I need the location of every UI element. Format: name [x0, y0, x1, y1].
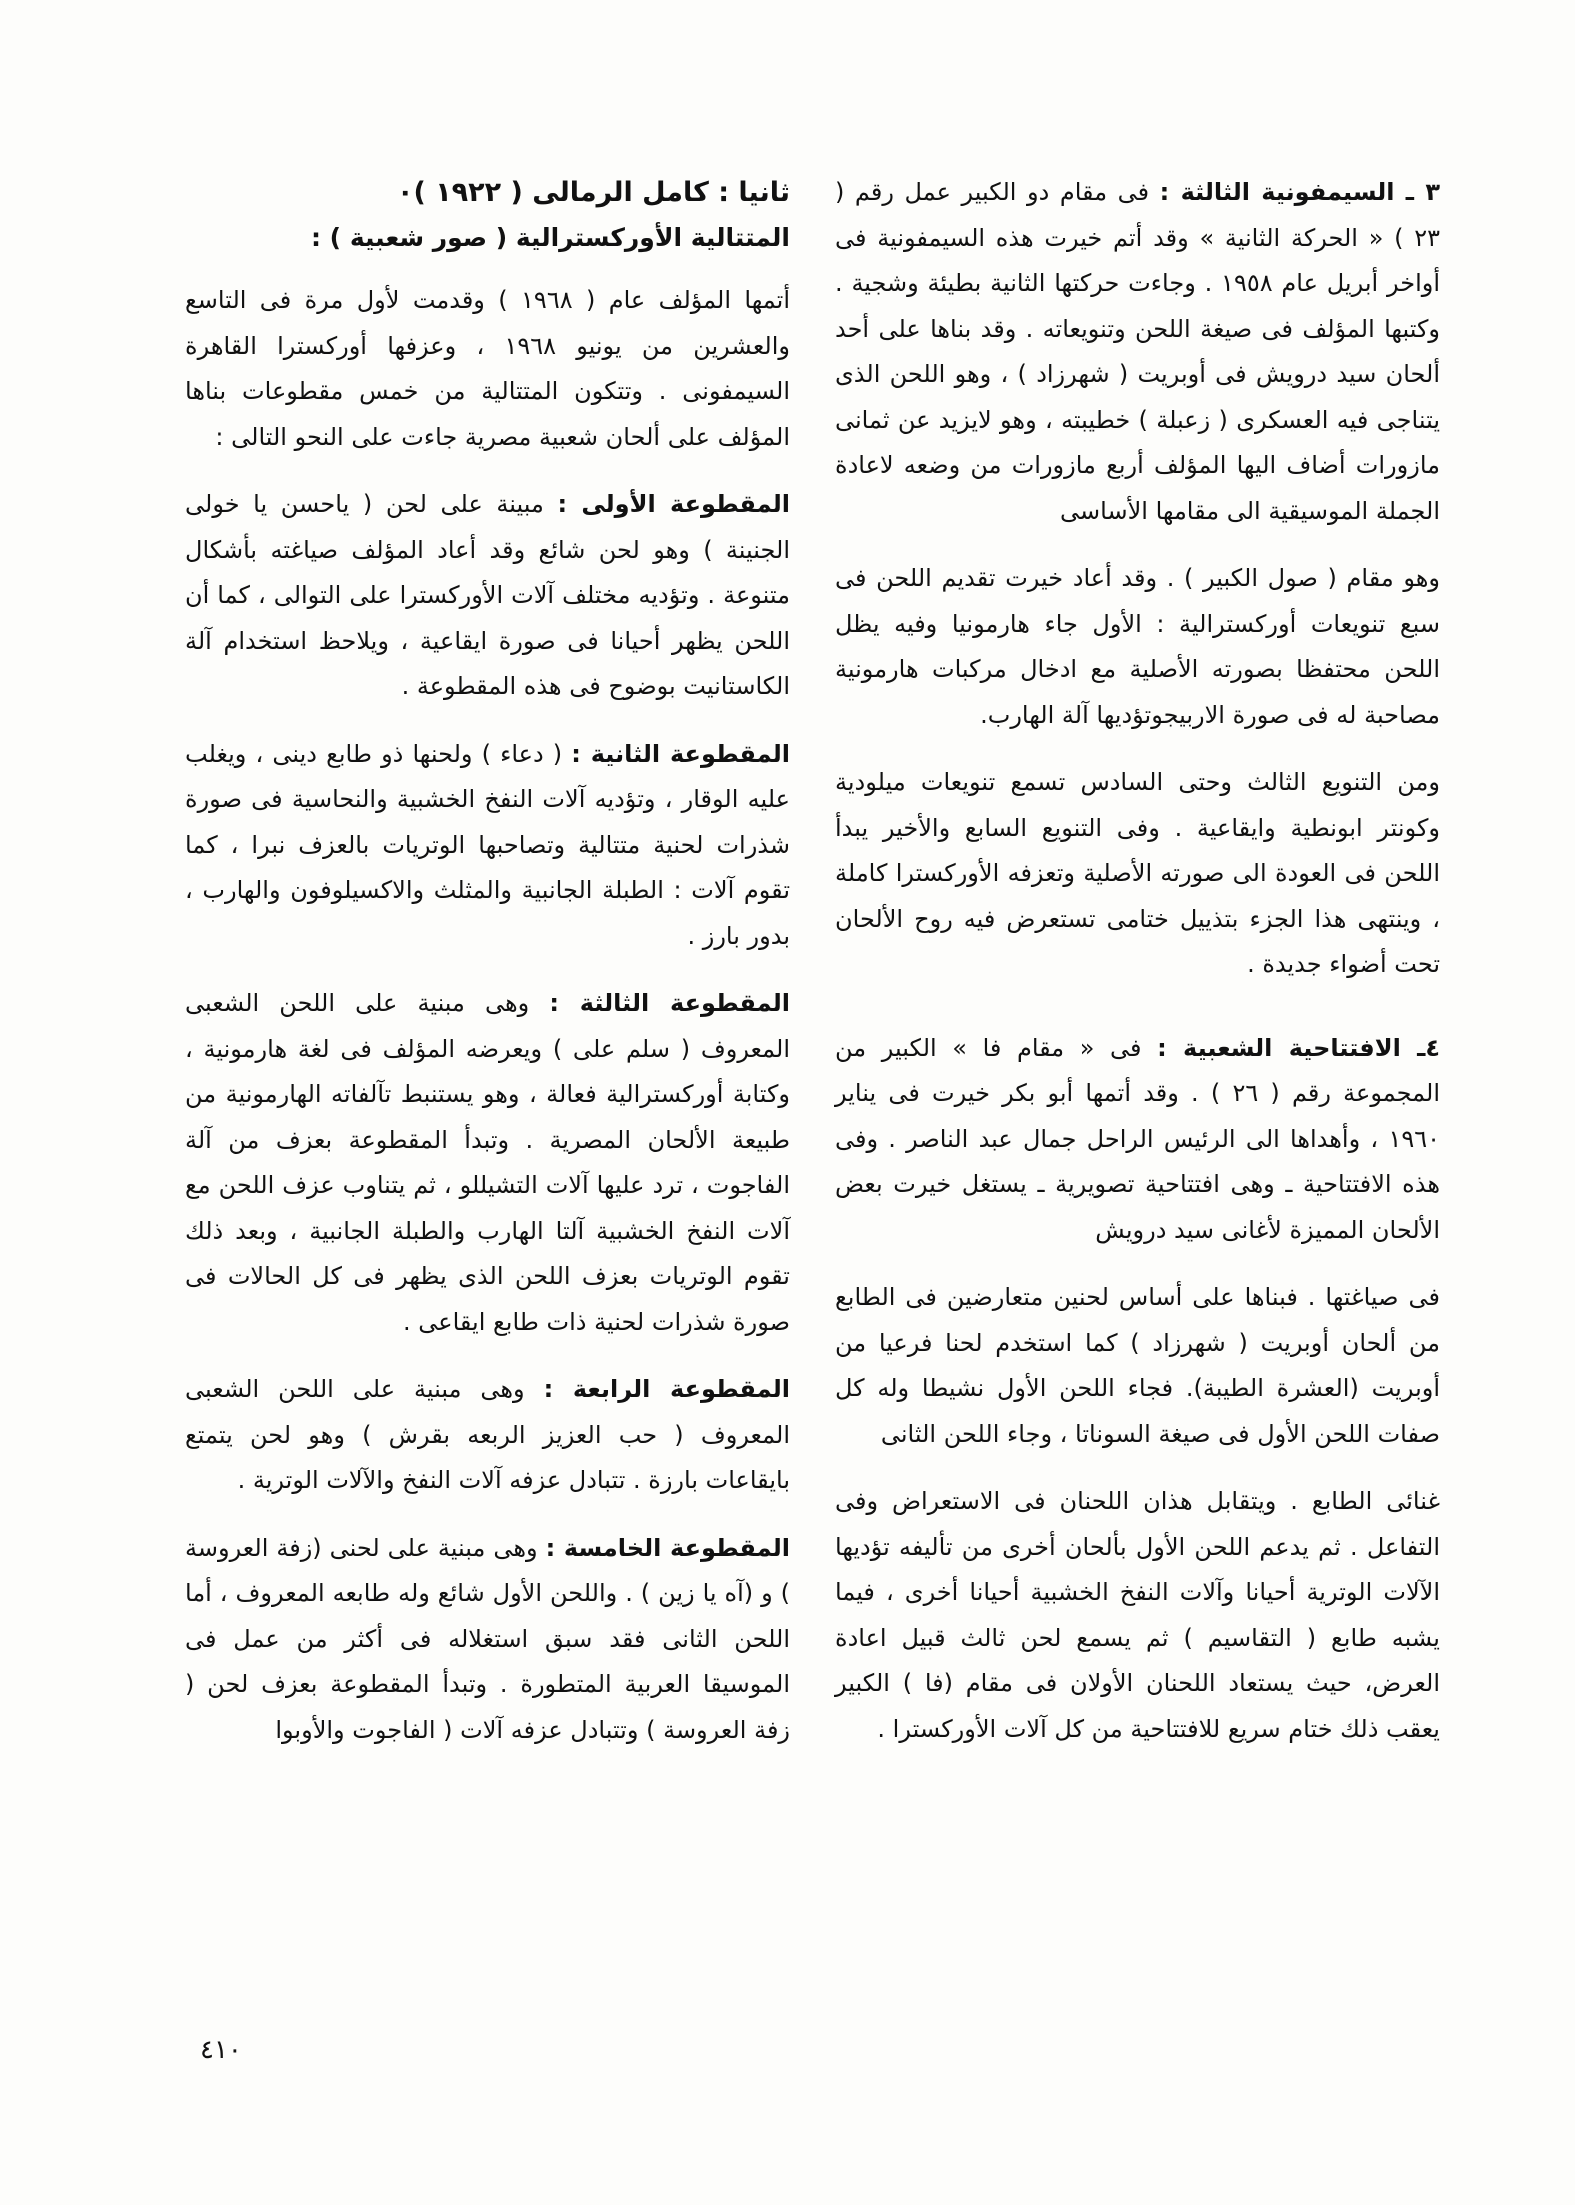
paragraph: [185, 482, 790, 710]
paragraph: [185, 981, 790, 1345]
paragraph-text: وهى مبنية على لحنى (زفة العروسة ) و (آه يا زين ) . واللحن الأول شائع وله طابعه المعروف ، أما اللحن الثانى فقد سبق استغلاله فى أكثر من عمل فى الموسيقا العربية المتطورة . وتبدأ المقطوعة بعزف لحن ( زفة العروسة ) وتتبادل عزفه آلات ( الفاجوت والأوبوا: [185, 1533, 790, 1744]
paragraph-text: فى مقام دو الكبير عمل رقم ( ٢٣ ) « الحركة الثانية » وقد أتم خيرت هذه السيمفونية فى أواخر أبريل عام ١٩٥٨ . وجاءت حركتها الثانية بطيئة وشجية . وكتبها المؤلف فى صيغة اللحن وتنويعاته . وقد بناها على أحد ألحان سيد درويش فى أوبريت ( شهرزاد ) ، وهو اللحن الذى يتناجى فيه العسكرى ( زعبلة ) خطيبته ، وهو لايزيد عن ثمانى مازورات أضاف اليها المؤلف أربع مازورات من وضعه لاعادة الجملة الموسيقية الى مقامها الأساسى: [835, 178, 1440, 525]
paragraph: [835, 1026, 1440, 1254]
piece-heading: المقطوعة الرابعة :: [543, 1375, 791, 1403]
paragraph-text: فى صياغتها . فبناها على أساس لحنين متعارضين فى الطابع من ألحان أوبريت ( شهرزاد ) كما استخدم لحنا فرعيا من أوبريت (العشرة الطيبة). فجاء اللحن الأول نشيطا وله كل صفات اللحن الأول فى صيغة السوناتا ، وجاء اللحن الثانى: [835, 1283, 1440, 1448]
paragraph-text: ( دعاء ) ولحنها ذو طابع دينى ، ويغلب عليه الوقار ، وتؤديه آلات النفخ الخشبية والنحاسية فى صورة شذرات لحنية متتالية وتصاحبها الوتريات بالعزف نبرا ، كما تقوم آلات : الطبلة الجانبية والمثلث والاكسيلوفون والهارب ، بدور بارز .: [185, 739, 790, 950]
paragraph-text: غنائى الطابع . ويتقابل هذان اللحنان فى الاستعراض وفى التفاعل . ثم يدعم اللحن الأول بألحان أخرى من تأليفه تؤديها الآلات الوترية أحيانا وآلات النفخ الخشبية أحيانا أخرى ، فيما يشبه طابع ( التقاسيم ) ثم يسمع لحن ثالث قبيل اعادة العرض، حيث يستعاد اللحنان الأولان فى مقام (فا ) الكبير يعقب ذلك ختام سريع للافتتاحية من كل آلات الأوركسترا .: [835, 1487, 1440, 1743]
left-column: [185, 170, 790, 1775]
section-heading: ٤ـ الافتتاحية الشعبية :: [1157, 1033, 1440, 1062]
page-number: ٤١٠: [200, 2035, 242, 2065]
paragraph: [835, 1479, 1440, 1752]
right-column: [835, 170, 1440, 1774]
section-heading: ٣ ـ السيمفونية الثالثة :: [1159, 178, 1440, 206]
piece-heading: المقطوعة الثانية :: [571, 739, 790, 768]
section-title: ثانيا : كامل الرمالى ( ١٩٢٢ )٠: [396, 177, 790, 208]
paragraph: [185, 732, 790, 960]
piece-heading: المقطوعة الخامسة :: [545, 1533, 791, 1562]
paragraph: [185, 1526, 790, 1754]
paragraph: [835, 556, 1440, 738]
paragraph-text: فى « مقام فا » الكبير من المجموعة رقم ( ٢٦ ) . وقد أتمها أبو بكر خيرت فى يناير ١٩٦٠ ، وأهداها الى الرئيس الراحل جمال عبد الناصر . وفى هذه الافتتاحية ـ وهى افتتاحية تصويرية ـ يستغل خيرت بعض الألحان المميزة لأغانى سيد درويش: [835, 1033, 1440, 1244]
piece-heading: المقطوعة الأولى :: [557, 490, 790, 518]
paragraph: [835, 1275, 1440, 1457]
paragraph-text: وهى مبنية على اللحن الشعبى المعروف ( حب العزيز الربعه بقرش ) وهو لحن يتمتع بايقاعات بارزة . تتبادل عزفه آلات النفخ والآلات الوترية .: [185, 1375, 790, 1494]
paragraph-text: ومن التنويع الثالث وحتى السادس تسمع تنويعات ميلودية وكونتر ابونطية وايقاعية . وفى التنويع السابع والأخير يبدأ اللحن فى العودة الى صورته الأصلية وتعزفه الأوركسترا كاملة ، وينتهى هذا الجزء بتذييل ختامى تستعرض فيه روح الألحان تحت أضواء جديدة .: [835, 768, 1440, 978]
paragraph: [185, 278, 790, 460]
paragraph: [835, 170, 1440, 534]
paragraph: [185, 1367, 790, 1504]
paragraph: [835, 760, 1440, 988]
paragraph-text: وهى مبنية على اللحن الشعبى المعروف ( سلم على ) ويعرضه المؤلف فى لغة هارمونية ، وكتابة أوركسترالية فعالة ، وهو يستنبط تآلفاته الهارمونية من طبيعة الألحان المصرية . وتبدأ المقطوعة بعزف من آلة الفاجوت ، ترد عليها آلات التشيللو ، ثم يتناوب عزف اللحن مع آلات النفخ الخشبية آلتا الهارب والطبلة الجانبية ، وبعد ذلك تقوم الوتريات بعزف اللحن الذى يظهر فى كل الحالات فى صورة شذرات لحنية ذات طابع ايقاعى .: [185, 989, 790, 1336]
paragraph-text: وهو مقام ( صول الكبير ) . وقد أعاد خيرت تقديم اللحن فى سبع تنويعات أوركسترالية : الأول جاء هارمونيا وفيه يظل اللحن محتفظا بصورته الأصلية مع ادخال مركبات هارمونية مصاحبة له فى صورة الاربيجوتؤديها آلة الهارب.: [835, 564, 1440, 729]
piece-heading: المقطوعة الثالثة :: [549, 989, 791, 1017]
section-subtitle: المتتالية الأوركسترالية ( صور شعبية ) :: [310, 223, 790, 252]
paragraph-text: مبينة على لحن ( ياحسن يا خولى الجنينة ) وهو لحن شائع وقد أعاد المؤلف صياغته بأشكال متنوعة . وتؤديه مختلف آلات الأوركسترا على التوالى ، كما أن اللحن يظهر أحيانا فى صورة ايقاعية ، ويلاحظ استخدام آلة الكاستانيت بوضوح فى هذه المقطوعة .: [185, 490, 790, 700]
paragraph-text: أتمها المؤلف عام ( ١٩٦٨ ) وقدمت لأول مرة فى التاسع والعشرين من يونيو ١٩٦٨ ، وعزفها أوركسترا القاهرة السيمفونى . وتتكون المتتالية من خمس مقطوعات بناها المؤلف على ألحان شعبية مصرية جاءت على النحو التالى :: [185, 286, 790, 451]
